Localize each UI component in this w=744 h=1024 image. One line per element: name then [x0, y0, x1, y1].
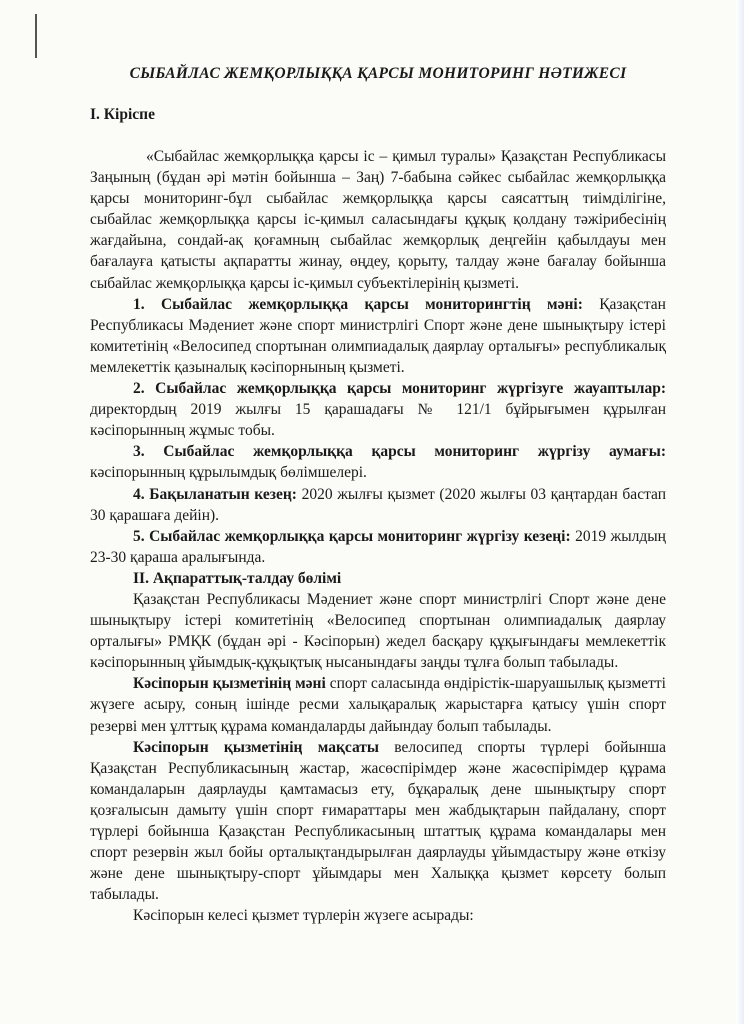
item-text: 2019 жылдың 23-30 қараша аралығында. — [90, 527, 666, 566]
activities-intro-paragraph: Кәсіпорын келесі қызмет түрлерін жүзеге асырады: — [133, 907, 474, 925]
paragraph-text: велосипед спорты түрлері бойынша Қазақстан Республикасының жастар, жасөспірімдер және жасөспірімдер құрама командаларын даярлауды қамтамасыз ету, бұқаралық дене шынықтыру спорт қозғалысын дамыту үшін спорт ғимараттары мен жабдықтарын пайдалану, спорт түрлері бойынша Қазақстан Республикасының штаттық құрама командалары мен спорт резервін жыл бойы орталықтандырылған даярлауды ұйымдастыру және өткізу және дене шынықтыру-спорт ұйымдары мен Халыққа қызмет көрсету болып табылады. — [90, 738, 666, 904]
page-edge-shadow — [736, 0, 744, 1024]
activity-essence-paragraph — [90, 673, 666, 736]
document-body — [90, 146, 666, 926]
item-responsible — [90, 378, 666, 441]
intro-paragraph: «Сыбайлас жемқорлыққа қарсы іс – қимыл туралы» Қазақстан Республикасы Заңының (бұдан әрі мәтін бойынша – Заң) 7-бабына сәйкес сыбайлас жемқорлыққа қарсы мониторинг-бұл сыбайлас жемқорлыққа қарсы саясаттың тиімділігіне, сыбайлас жемқорлыққа қарсы іс-қимыл саласындағы құқық қолдану тәжірибесінің жағдайына, сондай-ақ қоғамның сыбайлас жемқорлық деңгейін қабылдауы мен бағалауға қатысты ақпаратты жинау, өңдеу, қорыту, талдау және бағалау бойынша сыбайлас жемқорлыққа қарсы іс-қимыл субъектілерінің қызметі. — [90, 148, 666, 292]
activity-goal-paragraph — [90, 737, 666, 906]
item-label: 1. Сыбайлас жемқорлыққа қарсы мониторингтің мәні: — [133, 295, 583, 313]
item-monitoring-period — [90, 526, 666, 568]
paragraph-label: Кәсіпорын қызметінің мақсаты — [133, 738, 380, 756]
paragraph-text: спорт саласында өндірістік-шаруашылық қызметті жүзеге асыру, соның ішінде ресми халықаралық жарыстарға қатысу үшін спорт резерві мен ұлттық құрама командаларды дайындау болып табылады. — [90, 675, 666, 735]
section-heading-analysis — [90, 568, 666, 589]
document-title: СЫБАЙЛАС ЖЕМҚОРЛЫҚҚА ҚАРСЫ МОНИТОРИНГ НӘТИЖЕСІ — [129, 65, 627, 82]
item-monitoring-area — [90, 441, 666, 483]
item-text: Қазақстан Республикасы Мәдениет және спорт министрлігі Спорт және дене шынықтыру істері комитетінің «Велосипед спортынан олимпиадалық даярлау орталығы» республикалық мемлекеттік қазыналық кәсіпорнының қызметі. — [90, 295, 666, 376]
item-label: 3. Сыбайлас жемқорлыққа қарсы мониторинг жүргізу аумағы: — [133, 443, 666, 461]
paragraph-label: Кәсіпорын қызметінің мәні — [133, 675, 326, 693]
item-label: 5. Сыбайлас жемқорлыққа қарсы мониторинг жүргізу кезеңі: — [133, 527, 571, 545]
legal-status-paragraph: Қазақстан Республикасы Мәдениет және спорт министрлігі Спорт және дене шынықтыру істері комитетінің «Велосипед спортынан олимпиадалық даярлау орталығы» РМҚК (бұдан әрі - Кәсіпорын) жедел басқару құқығындағы мемлекеттік кәсіпорынның ұйымдық-құқықтық нысанындағы заңды тұлға болып табылады. — [90, 590, 666, 672]
item-text: 2020 жылғы қызмет (2020 жылғы 03 қаңтардан бастап 30 қарашаға дейін). — [90, 485, 667, 524]
scan-margin-mark — [35, 14, 37, 58]
item-label: 4. Бақыланатын кезең: — [133, 485, 297, 503]
item-label: 2. Сыбайлас жемқорлыққа қарсы мониторинг жүргізуге жауаптылар: — [133, 380, 666, 398]
document-page — [90, 62, 667, 925]
item-monitoring-subject — [90, 294, 666, 378]
section-heading-introduction: І. Кіріспе — [90, 106, 155, 123]
item-text: кәсіпорынның құрылымдық бөлімшелері. — [90, 464, 367, 482]
section-heading-text: ІІ. Ақпараттық-талдау бөлімі — [133, 569, 342, 587]
item-controlled-period — [90, 484, 666, 526]
item-text: директордың 2019 жылғы 15 қарашадағы № 121/1 бұйрығымен құрылған кәсіпорынның жұмыс тобы. — [90, 401, 666, 440]
